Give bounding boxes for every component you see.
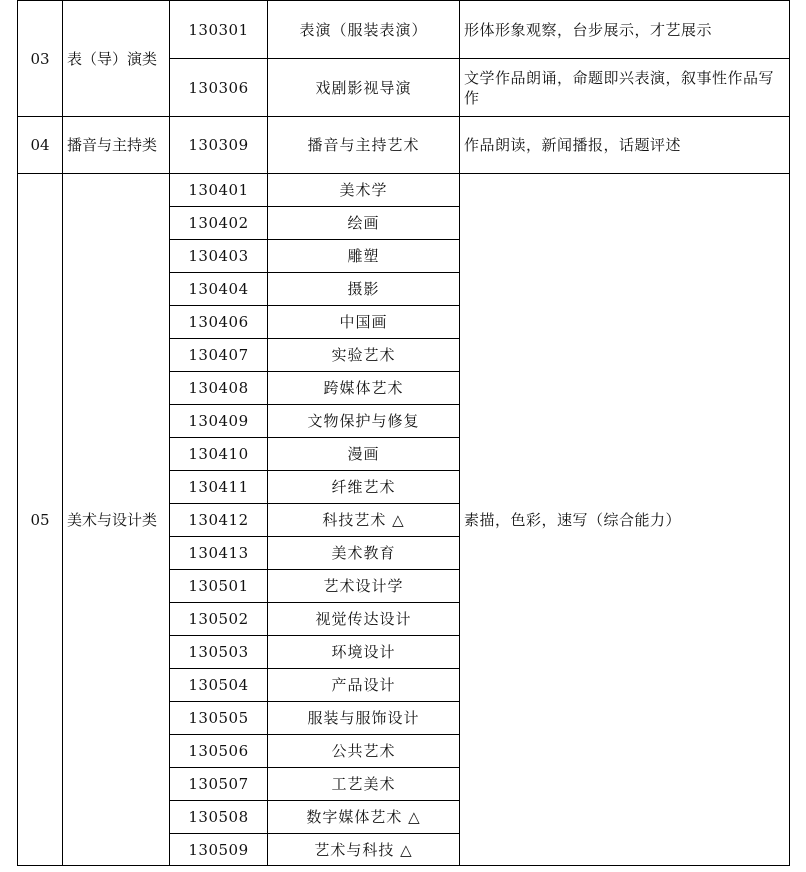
- major-name: 雕塑: [268, 240, 460, 273]
- major-code: 130509: [170, 834, 268, 866]
- major-name: 公共艺术: [268, 735, 460, 768]
- major-name: 纤维艺术: [268, 471, 460, 504]
- major-code: 130507: [170, 768, 268, 801]
- major-name: 摄影: [268, 273, 460, 306]
- exam-content: 素描，色彩，速写（综合能力）: [460, 174, 790, 866]
- major-name: 美术教育: [268, 537, 460, 570]
- major-code: 130508: [170, 801, 268, 834]
- major-name: 跨媒体艺术: [268, 372, 460, 405]
- major-code: 130412: [170, 504, 268, 537]
- table-row: [18, 174, 790, 207]
- major-code: 130504: [170, 669, 268, 702]
- major-name: 实验艺术: [268, 339, 460, 372]
- major-code: 130505: [170, 702, 268, 735]
- major-name: 数字媒体艺术 △: [268, 801, 460, 834]
- major-name: 美术学: [268, 174, 460, 207]
- exam-content: 文学作品朗诵，命题即兴表演，叙事性作品写作: [460, 59, 790, 117]
- major-code: 130408: [170, 372, 268, 405]
- major-name: 艺术设计学: [268, 570, 460, 603]
- major-code: 130502: [170, 603, 268, 636]
- exam-content: 形体形象观察，台步展示，才艺展示: [460, 1, 790, 59]
- major-name: 表演（服装表演）: [268, 1, 460, 59]
- category-number: 05: [18, 174, 63, 866]
- major-name: 中国画: [268, 306, 460, 339]
- major-code: 130402: [170, 207, 268, 240]
- major-name: 视觉传达设计: [268, 603, 460, 636]
- major-name: 戏剧影视导演: [268, 59, 460, 117]
- art-majors-table: [17, 0, 790, 866]
- major-code: 130404: [170, 273, 268, 306]
- major-name: 科技艺术 △: [268, 504, 460, 537]
- major-name: 绘画: [268, 207, 460, 240]
- major-code: 130410: [170, 438, 268, 471]
- major-code: 130407: [170, 339, 268, 372]
- major-code: 130409: [170, 405, 268, 438]
- major-code: 130413: [170, 537, 268, 570]
- major-code: 130506: [170, 735, 268, 768]
- major-name: 漫画: [268, 438, 460, 471]
- major-code: 130306: [170, 59, 268, 117]
- category-name: 播音与主持类: [63, 117, 170, 174]
- major-name: 工艺美术: [268, 768, 460, 801]
- category-name: 美术与设计类: [63, 174, 170, 866]
- major-code: 130406: [170, 306, 268, 339]
- major-name: 艺术与科技 △: [268, 834, 460, 866]
- category-number: 04: [18, 117, 63, 174]
- category-name: 表（导）演类: [63, 1, 170, 117]
- major-code: 130411: [170, 471, 268, 504]
- table-row: [18, 117, 790, 174]
- major-code: 130503: [170, 636, 268, 669]
- major-code: 130501: [170, 570, 268, 603]
- major-code: 130301: [170, 1, 268, 59]
- major-code: 130309: [170, 117, 268, 174]
- major-code: 130403: [170, 240, 268, 273]
- major-name: 产品设计: [268, 669, 460, 702]
- exam-content: 作品朗读，新闻播报，话题评述: [460, 117, 790, 174]
- major-name: 播音与主持艺术: [268, 117, 460, 174]
- major-name: 服装与服饰设计: [268, 702, 460, 735]
- category-number: 03: [18, 1, 63, 117]
- major-name: 环境设计: [268, 636, 460, 669]
- major-name: 文物保护与修复: [268, 405, 460, 438]
- table-row: [18, 1, 790, 59]
- major-code: 130401: [170, 174, 268, 207]
